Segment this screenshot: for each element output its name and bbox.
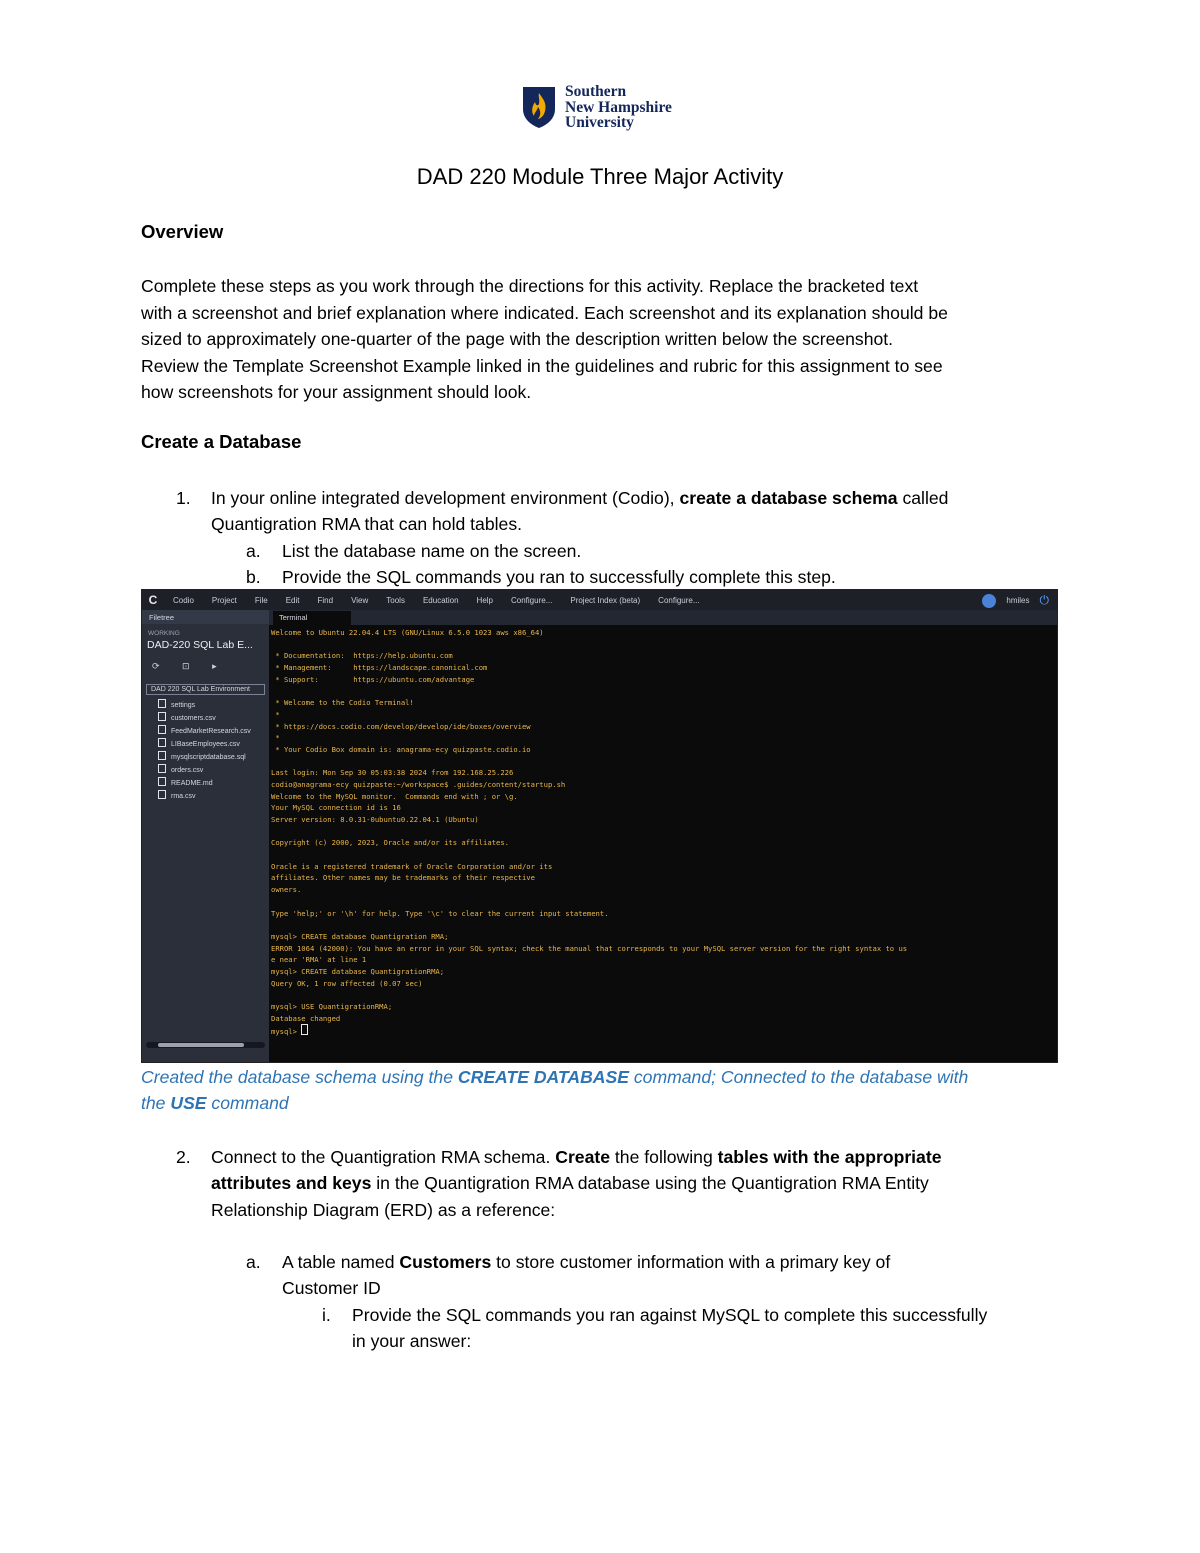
overview-line: how screenshots for your assignment should look. [141,382,532,402]
codio-screenshot [141,589,1058,1063]
overview-heading: Overview [141,221,224,242]
caption-bold: CREATE DATABASE [457,1067,629,1087]
step-1-post: called [897,488,949,508]
terminal-line: codio@anagrama-ecy quizpaste:~/workspace$ .guides/content/startup.sh [271,779,566,789]
working-label: WORKING [148,630,180,637]
terminal-line: e near 'RMA' at line 1 [271,955,367,965]
section-heading: Create a Database [141,431,302,452]
tab-filetree[interactable]: Filetree [142,610,269,624]
terminal-line: Welcome to the MySQL monitor. Commands end with ; or \g. [271,791,518,801]
menu-item[interactable]: Codio [173,595,194,605]
screenshot-caption [141,1064,1071,1116]
menu-item[interactable]: Project [211,595,237,605]
terminal-line: * Welcome to the Codio Terminal! [271,698,414,708]
file-item[interactable] [142,697,269,710]
filetree-toolbar-icons[interactable]: ⟳ ⊡ ▸ [152,661,227,671]
overview-paragraph [141,273,1071,406]
terminal-line: Database changed [271,1013,341,1023]
file-name: README.md [171,779,213,787]
document-title: DAD 220 Module Three Major Activity [416,164,784,189]
terminal-line [271,685,1051,697]
file-icon [158,790,166,799]
project-name[interactable]: DAD-220 SQL Lab E... [147,639,253,651]
logo-line-3: University [565,114,634,131]
file-name: rma.csv [171,792,196,800]
terminal-line: affiliates. Other names may be trademarks of their respective [271,873,535,883]
terminal-line [271,849,1051,861]
terminal-line: Query OK, 1 row affected (0.07 sec) [271,978,423,988]
step-2-pre: Connect to the Quantigration RMA schema. [211,1147,556,1167]
menu-item[interactable]: Education [422,595,459,605]
step-1-text [211,485,948,512]
file-name: mysqlscriptdatabase.sql [171,753,246,761]
caption-text: the [141,1093,171,1113]
university-logo [521,84,672,131]
caption-text: command [206,1093,289,1113]
terminal-line [271,896,1051,908]
terminal-line: * Management: https://landscape.canonical.com [271,663,488,673]
terminal-line: Last login: Mon Sep 30 05:03:38 2024 from 192.168.25.226 [271,768,514,778]
terminal-cursor [301,1024,308,1035]
terminal-line: * [271,733,280,743]
menubar-right [982,593,1049,608]
file-name: LIBaseEmployees.csv [171,740,240,748]
step-2-mid: the following [610,1147,718,1167]
step-2a-text [282,1249,890,1276]
step-2a-label: a. [246,1252,261,1272]
menu-item[interactable]: Configure... [658,595,700,605]
terminal-line: * Support: https://ubuntu.com/advantage [271,674,475,684]
terminal-line [271,639,1051,651]
menu-item[interactable]: Project Index (beta) [570,595,641,605]
terminal-line: * [271,709,280,719]
file-icon [158,777,166,786]
step-1-pre: In your online integrated development environment (Codio), [211,488,680,508]
menu-item[interactable]: Edit [285,595,300,605]
step-2-line-3: Relationship Diagram (ERD) as a reference: [211,1200,556,1220]
caption-bold: USE [170,1093,207,1113]
step-1b-text: Provide the SQL commands you ran to successfully complete this step. [282,567,836,587]
overview-line: Review the Template Screenshot Example linked in the guidelines and rubric for this assignment to see [141,355,943,376]
flame-shield-icon [521,85,557,129]
menu-item[interactable]: Help [476,595,493,605]
menu-item[interactable]: Tools [386,595,405,605]
step-2-number: 2. [176,1147,191,1167]
caption-text: Created the database schema using the [141,1067,458,1087]
logo-line-1: Southern [565,83,627,100]
step-2-bold: Create [555,1147,611,1167]
terminal-line: Server version: 8.0.31-0ubuntu0.22.04.1 (Ubuntu) [271,815,479,824]
user-avatar-icon[interactable] [982,594,996,608]
terminal-line [271,919,1051,931]
step-1a-text: List the database name on the screen. [282,541,582,561]
step-2a-post: to store customer information with a primary key of [491,1252,891,1272]
step-2a-pre: A table named [282,1252,400,1272]
terminal-line: * Your Codio Box domain is: anagrama-ecy quizpaste.codio.io [271,744,531,754]
file-icon [158,712,166,721]
overview-line: Complete these steps as you work through the directions for this activity. Replace the bracketed text [141,276,919,296]
step-2-text [211,1144,942,1171]
file-item[interactable] [142,775,269,788]
terminal-line: mysql> [271,1024,1051,1036]
terminal-line: Welcome to Ubuntu 22.04.4 LTS (GNU/Linux 6.5.0 1023 aws x86_64) [271,628,544,637]
menu-item[interactable]: View [351,595,369,605]
terminal-line: * Documentation: https://help.ubuntu.com [271,651,453,661]
file-tree-panel [142,610,269,1063]
step-2a-i-line-2: in your answer: [352,1331,472,1351]
terminal-line: mysql> CREATE database QuantigrationRMA; [271,966,445,976]
step-2-bold: tables with the appropriate [717,1147,942,1167]
file-name: orders.csv [171,766,204,774]
terminal-output[interactable] [271,627,1051,1062]
sidebar-scrollbar[interactable] [146,1042,265,1048]
file-name: customers.csv [171,714,216,722]
caption-text: command; Connected to the database with [628,1067,969,1087]
file-name: settings [171,701,196,709]
terminal-line: Oracle is a registered trademark of Oracle Corporation and/or its [271,861,553,871]
step-1-line-2: Quantigration RMA that can hold tables. [211,514,523,534]
terminal-line [271,826,1051,838]
menu-item[interactable]: Configure... [511,595,553,605]
file-icon [158,738,166,747]
step-2a-bold: Customers [399,1252,492,1272]
step-2-line-2 [211,1170,929,1197]
terminal-line [271,756,1051,768]
step-1-number: 1. [176,488,191,508]
terminal-tab-bar [269,610,1057,625]
ide-menubar [142,590,1057,610]
scrollbar-thumb[interactable] [158,1043,244,1047]
step-2-line-2-text: in the Quantigration RMA database using the Quantigration RMA Entity [371,1173,929,1193]
terminal-line [271,989,1051,1001]
terminal-line: mysql> CREATE database Quantigration RMA; [271,931,449,941]
file-item[interactable] [142,749,269,762]
file-icon [158,751,166,760]
overview-line: sized to approximately one-quarter of the page with the description written below the screenshot. [141,329,894,349]
file-item[interactable] [142,788,269,801]
terminal-line: Copyright (c) 2000, 2023, Oracle and/or its affiliates. [271,838,509,848]
file-icon [158,764,166,773]
tab-terminal[interactable]: Terminal [273,611,351,625]
menu-item[interactable]: Find [317,595,334,605]
file-icon [158,725,166,734]
file-item[interactable] [142,762,269,775]
file-item[interactable] [142,736,269,749]
file-icon [158,699,166,708]
terminal-line: * https://docs.codio.com/develop/develop/ide/boxes/overview [271,721,531,731]
username[interactable]: hmiles [1006,596,1030,605]
step-1b-label: b. [246,567,261,587]
file-item[interactable] [142,723,269,736]
step-1-bold: create a database schema [679,488,898,508]
step-2a-line-2: Customer ID [282,1278,381,1298]
codio-logo: C [148,593,158,607]
step-2a-i-text: Provide the SQL commands you ran against MySQL to complete this successfully [352,1305,988,1325]
terminal-line: owners. [271,885,302,895]
terminal-line: mysql> USE QuantigrationRMA; [271,1002,393,1011]
logo-line-2: New Hampshire [565,98,672,116]
step-2a-i-label: i. [322,1305,331,1325]
overview-line: with a screenshot and brief explanation where indicated. Each screenshot and its explanation should be [141,302,948,323]
tree-root-folder[interactable]: DAD 220 SQL Lab Environment [146,684,265,695]
file-item[interactable] [142,710,269,723]
power-icon[interactable]: ⏻ [1039,593,1049,607]
file-name: FeedMarketResearch.csv [171,727,251,735]
step-2-bold: attributes and keys [211,1173,372,1193]
logo-wordmark [565,84,672,131]
menu-item[interactable]: File [254,595,268,605]
terminal-line: ERROR 1064 (42000): You have an error in your SQL syntax; check the manual that corresponds to your MySQL server version for the right syntax to us [271,943,908,953]
terminal-line: Type 'help;' or '\h' for help. Type '\c' to clear the current input statement. [271,908,609,918]
step-1a-label: a. [246,541,261,561]
terminal-line: Your MySQL connection id is 16 [271,803,401,813]
